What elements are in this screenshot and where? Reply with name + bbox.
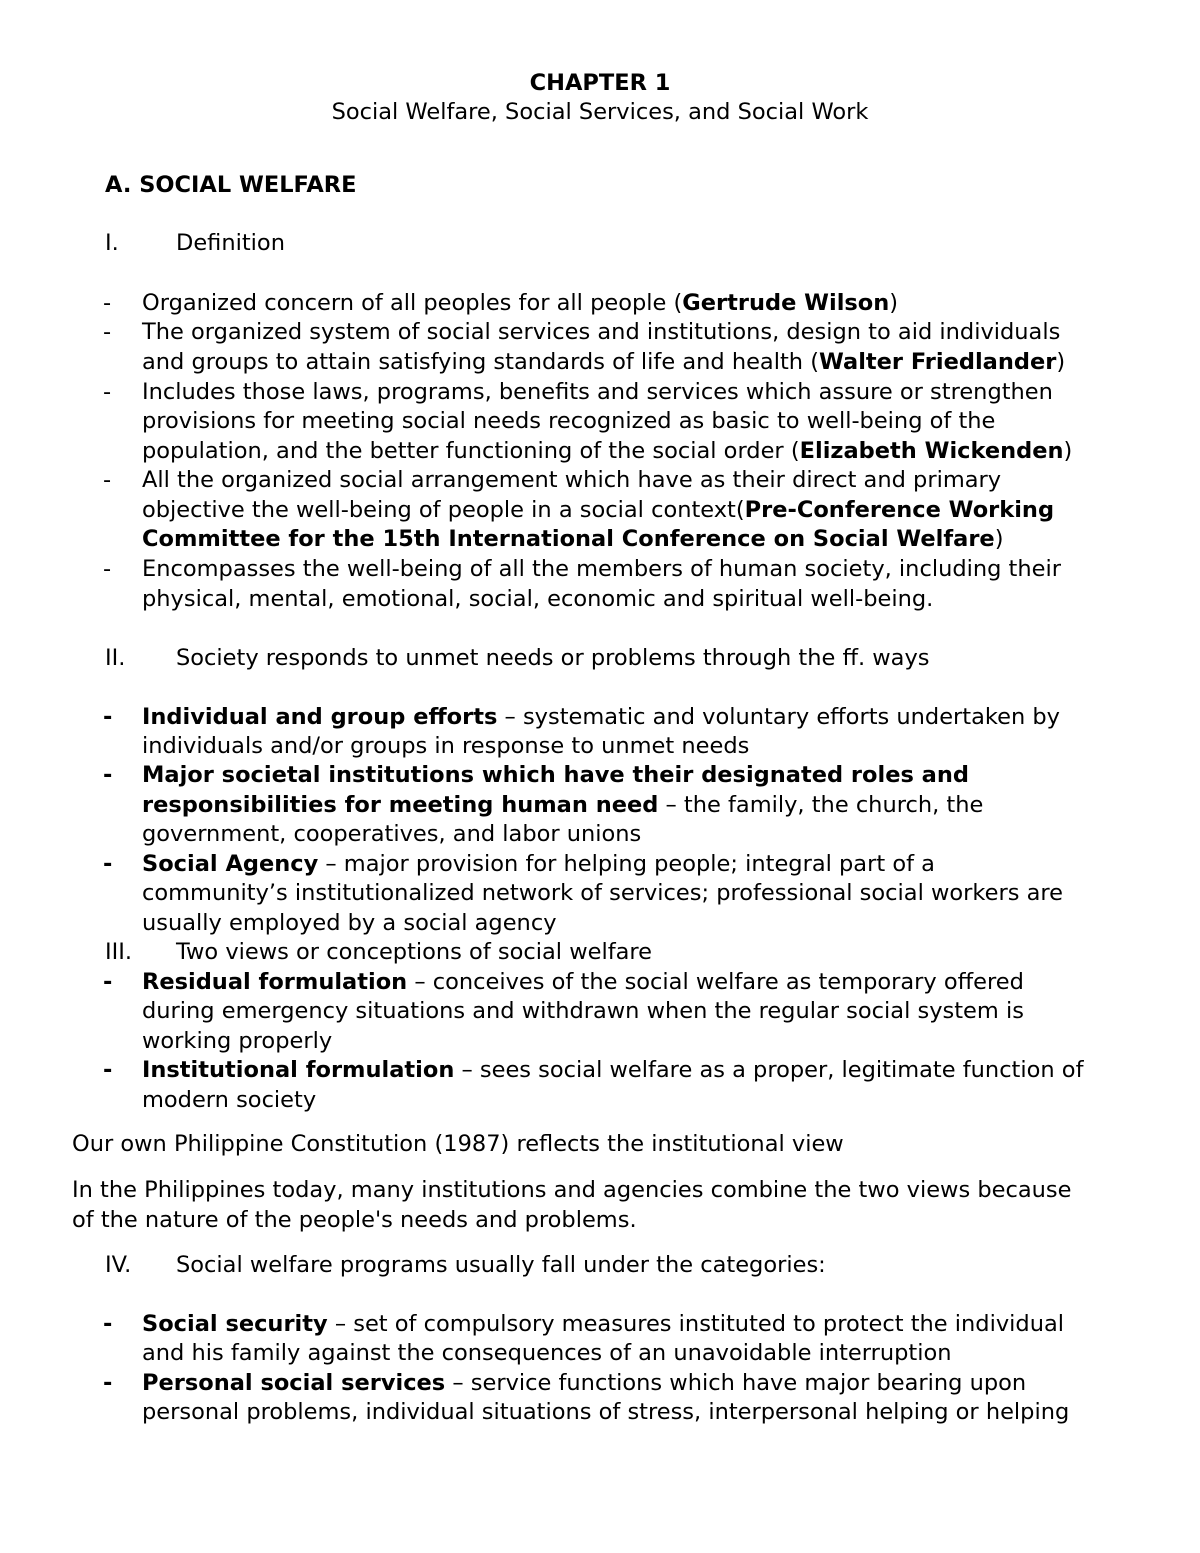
response-item-cont: individuals and/or groups in response to unmet needs xyxy=(142,733,750,759)
paragraph: In the Philippines today, many institutions and agencies combine the two views because xyxy=(72,1177,1072,1203)
section-a-title: A. SOCIAL WELFARE xyxy=(105,172,357,198)
definition-item: Includes those laws, programs, benefits and services which assure or strengthen xyxy=(142,379,1053,405)
definition-item-cont: and groups to attain satisfying standards of life and health (Walter Friedlander) xyxy=(142,349,1066,375)
author-name: Elizabeth Wickenden xyxy=(799,438,1064,464)
view-item-cont: modern society xyxy=(142,1087,317,1113)
roman-heading-iv: Social welfare programs usually fall under the categories: xyxy=(176,1252,826,1278)
bullet-dash: - xyxy=(103,556,112,582)
program-item-cont: personal problems, individual situations of stress, interpersonal helping or helping xyxy=(142,1399,1070,1425)
bullet-dash: - xyxy=(103,969,113,995)
author-name: Pre-Conference Working xyxy=(744,497,1055,523)
roman-heading-iii: Two views or conceptions of social welfare xyxy=(176,939,653,965)
response-item: Social Agency – major provision for helping people; integral part of a xyxy=(142,851,935,877)
bullet-dash: - xyxy=(103,1370,113,1396)
roman-numeral-iii: III. xyxy=(105,939,133,965)
program-item-cont: and his family against the consequences of an unavoidable interruption xyxy=(142,1340,952,1366)
definition-item: All the organized social arrangement which have as their direct and primary xyxy=(142,467,1002,493)
definition-item-cont: provisions for meeting social needs recognized as basic to well-being of the xyxy=(142,408,996,434)
roman-heading-ii: Society responds to unmet needs or problems through the ff. ways xyxy=(176,645,930,671)
response-item: Individual and group efforts – systematic and voluntary efforts undertaken by xyxy=(142,704,1060,730)
response-item-cont: government, cooperatives, and labor unions xyxy=(142,821,642,847)
response-item: Major societal institutions which have their designated roles and xyxy=(142,762,969,788)
bullet-dash: - xyxy=(103,319,112,345)
program-item: Personal social services – service functions which have major bearing upon xyxy=(142,1370,1027,1396)
author-name: Gertrude Wilson xyxy=(682,290,890,316)
bullet-dash: - xyxy=(103,1311,113,1337)
roman-numeral-iv: IV. xyxy=(105,1252,132,1278)
definition-item: Encompasses the well-being of all the members of human society, including their xyxy=(142,556,1061,582)
author-name: Committee for the 15th International Conference on Social Welfare xyxy=(142,526,995,552)
bullet-dash: - xyxy=(103,1057,113,1083)
bullet-dash: - xyxy=(103,290,112,316)
view-item: Residual formulation – conceives of the social welfare as temporary offered xyxy=(142,969,1024,995)
paragraph: Our own Philippine Constitution (1987) reflects the institutional view xyxy=(72,1131,844,1157)
response-item-cont: usually employed by a social agency xyxy=(142,910,557,936)
chapter-subtitle: Social Welfare, Social Services, and Social Work xyxy=(331,99,869,125)
view-item-cont: during emergency situations and withdrawn when the regular social system is xyxy=(142,998,1024,1024)
bullet-dash: - xyxy=(103,851,113,877)
view-item: Institutional formulation – sees social welfare as a proper, legitimate function of xyxy=(142,1057,1084,1083)
definition-item: The organized system of social services and institutions, design to aid individuals xyxy=(142,319,1061,345)
bullet-dash: - xyxy=(103,762,113,788)
program-item: Social security – set of compulsory measures instituted to protect the individual xyxy=(142,1311,1064,1337)
paragraph-cont: of the nature of the people's needs and problems. xyxy=(72,1207,637,1233)
roman-numeral-i: I. xyxy=(105,230,119,256)
definition-item-cont: physical, mental, emotional, social, economic and spiritual well-being. xyxy=(142,586,934,612)
response-item-cont: responsibilities for meeting human need – the family, the church, the xyxy=(142,792,984,818)
definition-item-cont: objective the well-being of people in a social context(Pre-Conference Working xyxy=(142,497,1055,523)
view-item-cont: working properly xyxy=(142,1028,333,1054)
definition-item: Organized concern of all peoples for all people (Gertrude Wilson) xyxy=(142,290,899,316)
definition-item-cont: Committee for the 15th International Conference on Social Welfare) xyxy=(142,526,1004,552)
bullet-dash: - xyxy=(103,379,112,405)
bullet-dash: - xyxy=(103,467,112,493)
chapter-heading: CHAPTER 1 xyxy=(529,70,671,96)
response-item-cont: community’s institutionalized network of services; professional social workers are xyxy=(142,880,1063,906)
roman-numeral-ii: II. xyxy=(105,645,126,671)
definition-item-cont: population, and the better functioning of the social order (Elizabeth Wickenden) xyxy=(142,438,1073,464)
roman-heading-i: Definition xyxy=(176,230,285,256)
author-name: Walter Friedlander xyxy=(819,349,1057,375)
bullet-dash: - xyxy=(103,704,113,730)
